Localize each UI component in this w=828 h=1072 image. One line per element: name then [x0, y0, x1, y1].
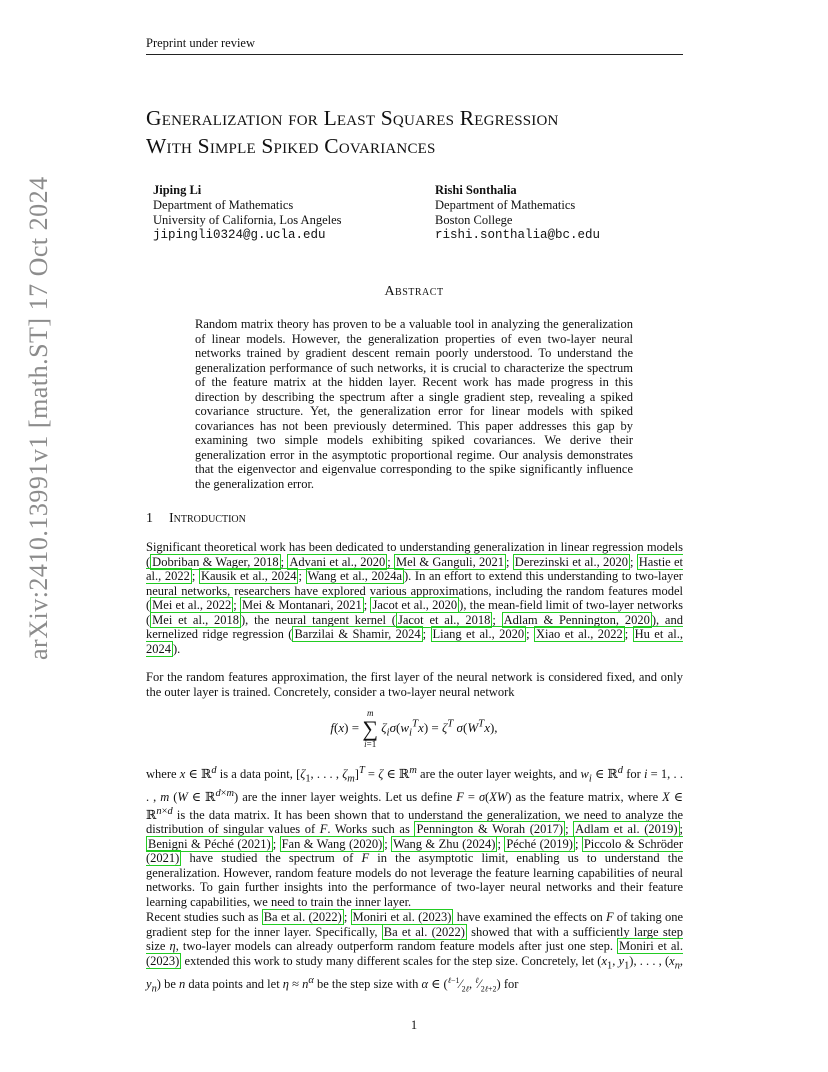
section-title: Introduction — [169, 511, 246, 526]
author-affiliation: Boston College — [435, 213, 513, 227]
citation-link[interactable]: Jacot et al., 2018 — [397, 612, 491, 627]
citation-link[interactable]: Jacot et al., 2020 — [372, 598, 458, 612]
citation-link[interactable]: Ba et al. (2022) — [263, 910, 342, 924]
citation-link[interactable]: Mei & Montanari, 2021 — [242, 598, 362, 612]
citation-link[interactable]: Moniri et al. (2023) — [352, 910, 452, 924]
author-affiliation: University of California, Los Angeles — [153, 213, 342, 227]
intro-paragraph-4: Recent studies such as Ba et al. (2022) ; Moniri et al. (2023) have examined the effects on F of taking one gradient step for the inner layer. Specifically, Ba et al. (2022) showed that with a sufficiently large step size η, two-layer models can already outperform random feature models after just one step. Moniri et al. (2023) extended this work to study many different scales for the step size. Concretely, let ($x_1$, $y_1$), . . . , ($x_n$, $y_n$) be n data points and let $\eta \approx n^\alpha$ be the step size with α ∈ ($^{\ell-1}⁄_{2\ell}$, $^\ell⁄_{2\ell+2}$) for — [146, 910, 684, 995]
author-name: Jiping Li — [153, 183, 202, 197]
author-department: Department of Mathematics — [435, 198, 576, 212]
intro-paragraph-1: Significant theoretical work has been dedicated to understanding generalization in linear regression models ( Dobriban & Wager, 2018 ; Advani et al., 2020 ; Mel & Ganguli, 2021 ; Derezinski et al., 2020 ; Hastie et al., 2022 ; Kausik et al., 2024 ; Wang et al., 2024a ). In an effort to extend this understanding to two-layer neural networks, researchers have explored various approximations, including the random features model ( Mei et al., 2022 ; Mei & Montanari, 2021 ; Jacot et al., 2020 ), the mean-field limit of two-layer networks ( Mei et al., 2018 ), the neural tangent kernel ( Jacot et al., 2018 ; Adlam & Pennington, 2020 ), and kernelized ridge regression ( Barzilai & Shamir, 2024 ; Liang et al., 2020 ; Xiao et al., 2022 ; Hu et al., 2024 ). — [146, 540, 683, 656]
citation-link[interactable]: Mel & Ganguli, 2021 — [396, 554, 505, 569]
citation-link[interactable]: Adlam & Pennington, 2020 — [503, 612, 650, 627]
citation-link[interactable]: Benigni & Péché (2021) — [148, 836, 271, 851]
citation-link[interactable]: Mei et al., 2022 — [152, 598, 232, 612]
intro-paragraph-2: For the random features approximation, the first layer of the neural network is considered fixed, and only the outer layer is trained. Concretely, consider a two-layer neural network — [146, 670, 683, 699]
citation-link[interactable]: Mei et al., 2018 — [152, 612, 239, 627]
paper-title — [146, 104, 706, 160]
author-block-2 — [435, 183, 600, 243]
citation-link[interactable]: Hastie et al., 2022 — [146, 554, 683, 583]
citation-link[interactable]: Liang et al., 2020 — [432, 627, 525, 641]
intro-paragraph-3: where x ∈ ℝ$^d$ is a data point, [$\zeta_1$, . . . , $\zeta_m]^T = \zeta$ ∈ ℝ$^m$ are the outer layer weights, and $w_i$ ∈ ℝ$^d$ for i = 1, . . . , m (W ∈ ℝ$^{d\times m}$) are the inner layer weights. Let us define F = σ(XW) as the feature matrix, where X ∈ ℝ$^{n\times d}$ is the data matrix. It has been shown that to understand the generalization, we need to analyze the distribution of singular values of F. Works such as Pennington & Worah (2017) ; Adlam et al. (2019) ; Benigni & Péché (2021) ; Fan & Wang (2020) ; Wang & Zhu (2024) ; Péché (2019) ; Piccolo & Schröder (2021) have studied the spectrum of F in the asymptotic limit, enabling us to understand the generalization. However, random feature models do not leverage the feature learning capabilities of neural networks. To gain further insights into the performance of two-layer neural networks and their feature learning capabilities, we need to train the inner layer. — [146, 765, 684, 909]
citation-link[interactable]: Moniri et al. (2023) — [146, 939, 684, 968]
citation-link[interactable]: Barzilai & Shamir, 2024 — [294, 627, 421, 641]
author-department: Department of Mathematics — [153, 198, 294, 212]
title-line-2: With Simple Spiked Covariances — [146, 134, 436, 158]
citation-link[interactable]: Pennington & Worah (2017) — [416, 822, 564, 837]
citation-link[interactable]: Ba et al. (2022) — [383, 924, 465, 939]
title-line-1: Generalization for Least Squares Regression — [146, 106, 559, 130]
citation-link[interactable]: Adlam et al. (2019) — [575, 822, 678, 837]
citation-link[interactable]: Derezinski et al., 2020 — [514, 554, 629, 569]
citation-link[interactable]: Wang et al., 2024a — [307, 569, 403, 583]
author-email[interactable]: rishi.sonthalia@bc.edu — [435, 228, 601, 242]
author-name: Rishi Sonthalia — [435, 183, 517, 197]
citation-link[interactable]: Piccolo & Schröder (2021) — [146, 836, 683, 866]
citation-link[interactable]: Advani et al., 2020 — [289, 554, 386, 569]
abstract-text: Random matrix theory has proven to be a valuable tool in analyzing the generalization of linear models. However, the generalization properties of even two-layer neural networks trained by gradient descent remain poorly understood. To understand the generalization performance of such networks, it is crucial to characterize the spectrum of the feature matrix at the hidden layer. Recent work has made progress in this direction by describing the spectrum after a single gradient step, revealing a spiked covariance structure. Yet, the generalization error for linear models with spiked covariances has not been previously determined. This paper addresses this gap by examining two simple models exhibiting spiked covariances. We derive their generalization error in the asymptotic proportional regime. Our analysis demonstrates that the eigenvector and eigenvalue corresponding to the spike significantly influence the generalization error. — [195, 317, 633, 491]
equation-network: f(x) = m ∑ i=1 $\zeta_i\sigma(w_i^Tx) = \zeta^T$ $\sigma(W^Tx)$, — [330, 708, 498, 749]
running-header: Preprint under review — [146, 36, 683, 55]
page-number: 1 — [410, 1018, 418, 1032]
abstract-heading: Abstract — [384, 284, 444, 299]
citation-link[interactable]: Xiao et al., 2022 — [536, 627, 623, 641]
author-email[interactable]: jipingli0324@g.ucla.edu — [153, 228, 326, 242]
section-number: 1 — [146, 511, 153, 526]
citation-link[interactable]: Kausik et al., 2024 — [200, 569, 297, 583]
citation-link[interactable]: Hu et al., 2024 — [146, 627, 683, 656]
author-block-1 — [153, 183, 342, 243]
arxiv-identifier[interactable]: arXiv:2410.13991v1 [math.ST] 17 Oct 2024 — [24, 176, 53, 660]
citation-link[interactable]: Dobriban & Wager, 2018 — [152, 554, 279, 569]
citation-link[interactable]: Fan & Wang (2020) — [281, 836, 383, 851]
citation-link[interactable]: Péché (2019) — [506, 836, 573, 851]
citation-link[interactable]: Wang & Zhu (2024) — [393, 836, 496, 851]
section-heading — [146, 511, 246, 527]
